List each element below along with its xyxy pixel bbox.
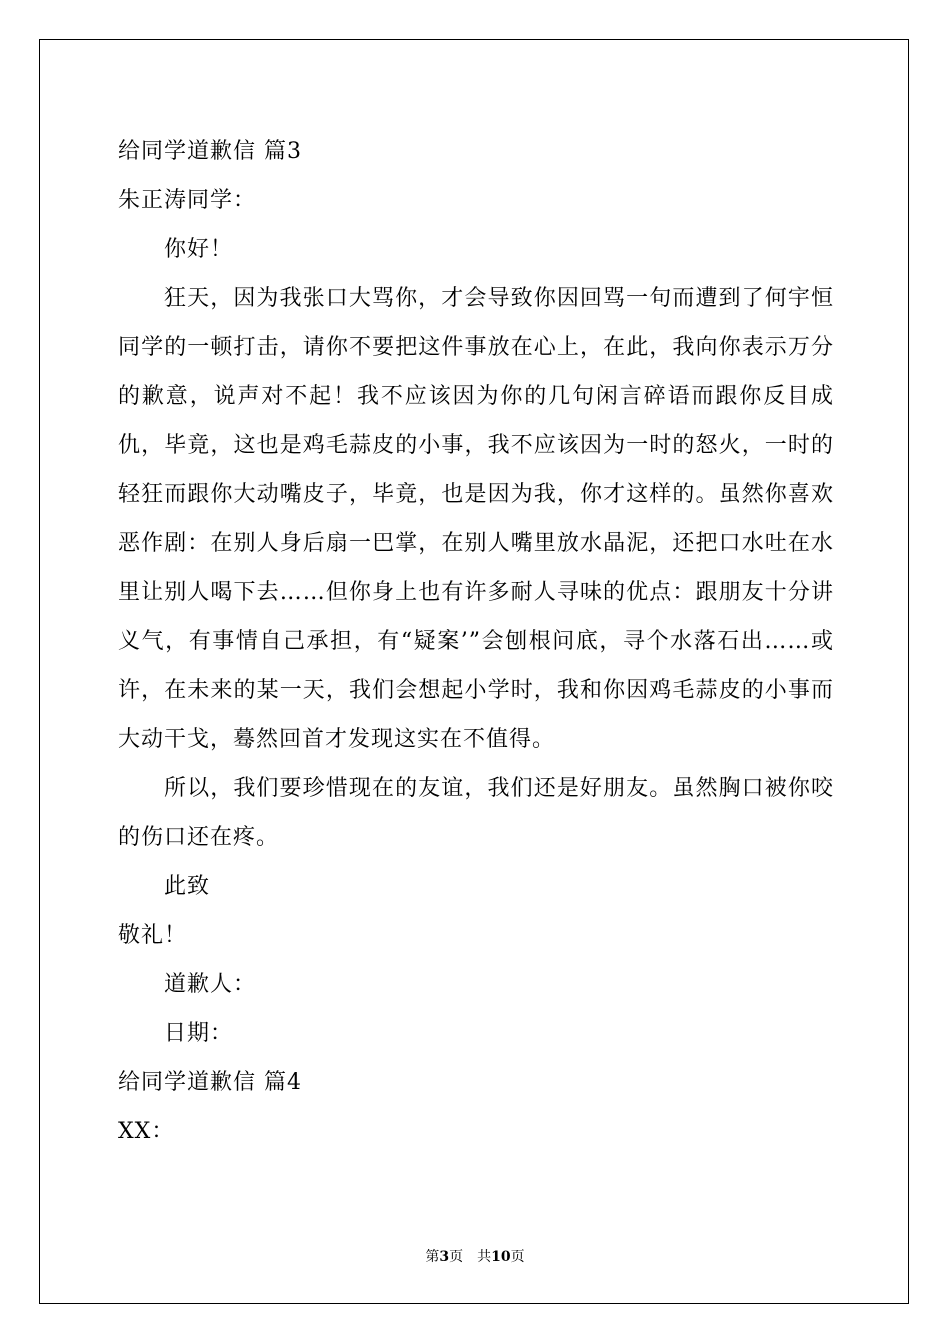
salutation: XX： — [118, 1119, 175, 1144]
salutation: 朱正涛同学： — [118, 188, 257, 213]
footer-suffix: 页 — [510, 1249, 525, 1265]
page-footer — [0, 1247, 950, 1267]
footer-prefix: 第 — [425, 1249, 440, 1265]
closing-line: 此致 — [164, 874, 211, 899]
body-paragraph: 所以，我们要珍惜现在的友谊，我们还是好朋友。虽然胸口被你咬的伤口还在疼。 — [118, 776, 834, 850]
signer-line: 道歉人： — [164, 972, 257, 997]
section-title: 给同学道歉信 篇3 — [118, 139, 302, 164]
document-body — [118, 127, 834, 1156]
section-title: 给同学道歉信 篇4 — [118, 1070, 302, 1095]
greeting: 你好！ — [164, 237, 234, 262]
total-page-number: 10 — [491, 1249, 511, 1265]
date-line: 日期： — [164, 1021, 234, 1046]
closing-regards: 敬礼！ — [118, 923, 188, 948]
body-paragraph: 狂天，因为我张口大骂你，才会导致你因回骂一句而遭到了何宇恒同学的一顿打击，请你不要把这件事放在心上，在此，我向你表示万分的歉意，说声对不起！我不应该因为你的几句闲言碎语而跟你反目成仇，毕竟，这也是鸡毛蒜皮的小事，我不应该因为一时的怒火，一时的轻狂而跟你大动嘴皮子，毕竟，也是因为我，你才这样的。虽然你喜欢恶作剧：在别人身后扇一巴掌，在别人嘴里放水晶泥，还把口水吐在水里让别人喝下去……但你身上也有许多耐人寻味的优点：跟朋友十分讲义气，有事情自己承担，有“疑案’”会刨根问底，寻个水落石出……或许，在未来的某一天，我们会想起小学时，我和你因鸡毛蒜皮的小事而大动干戈，蓦然回首才发现这实在不值得。 — [118, 286, 834, 752]
footer-mid: 页 共 — [449, 1249, 492, 1265]
current-page-number: 3 — [439, 1249, 450, 1265]
